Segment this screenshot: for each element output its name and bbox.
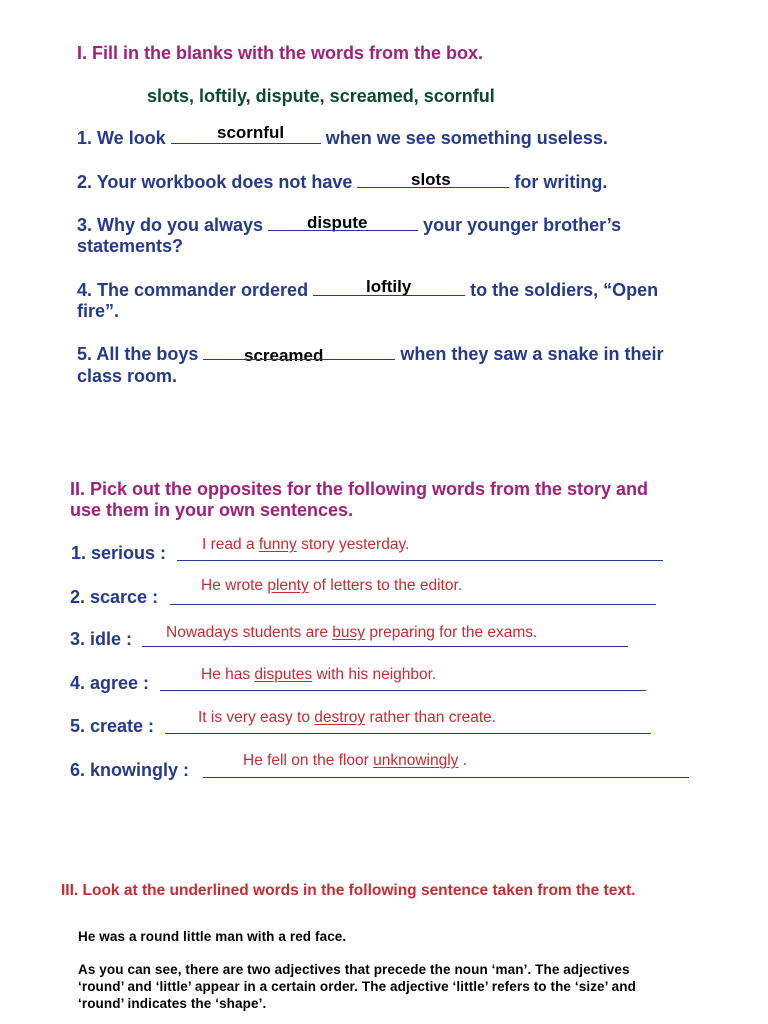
s2-answer-3 [166, 624, 537, 642]
q2-line [77, 172, 607, 193]
s2-line-1[interactable] [177, 560, 663, 561]
s2-pre-4: He has [201, 666, 255, 683]
s2-post-3: preparing for the exams. [365, 624, 538, 641]
s2-post-6: . [458, 752, 468, 769]
s2-line-5[interactable] [165, 733, 651, 734]
q1-answer: scornful [217, 123, 285, 142]
s2-label-2: 2. scarce : [70, 587, 159, 607]
s2-word-1: funny [258, 536, 297, 553]
q5-after: when they saw a snake in their [400, 344, 664, 364]
s2-label-4: 4. agree : [70, 673, 150, 693]
q3-after: your younger brother’s [423, 215, 622, 235]
s2-pre-1: I read a [202, 536, 259, 553]
s2-word-3: busy [332, 624, 366, 641]
q3-line2: statements? [77, 236, 184, 256]
s2-label-1: 1. serious : [71, 543, 167, 563]
q3-blank[interactable] [268, 229, 418, 231]
s2-pre-6: He fell on the floor [243, 752, 374, 769]
s2-pre-5: It is very easy to [198, 709, 315, 726]
s2-post-4: with his neighbor. [312, 666, 437, 683]
s2-pre-3: Nowadays students are [166, 624, 333, 641]
q2-answer: slots [411, 170, 451, 189]
q3-line [77, 215, 621, 236]
s2-post-2: of letters to the editor. [308, 577, 463, 594]
s2-word-5: destroy [314, 709, 366, 726]
s2-label-6: 6. knowingly : [70, 760, 190, 780]
q1-blank[interactable] [171, 142, 321, 144]
q5-line [77, 344, 663, 365]
section2-title-line2: use them in your own sentences. [70, 500, 354, 520]
q5-blank[interactable] [203, 358, 395, 360]
q1-after: when we see something useless. [325, 128, 608, 148]
s2-answer-4 [201, 666, 436, 684]
s2-word-6: unknowingly [373, 752, 459, 769]
q5-answer: screamed [244, 346, 324, 365]
section3-para-line1: As you can see, there are two adjectives that precede the noun ‘man’. The adjectives [78, 962, 630, 977]
s2-word-4: disputes [254, 666, 313, 683]
q5-line2: class room. [77, 366, 178, 386]
q1-before: 1. We look [77, 128, 166, 148]
q3-answer: dispute [307, 213, 368, 232]
s2-answer-1 [202, 536, 409, 554]
s2-answer-6 [243, 752, 467, 770]
s2-line-4[interactable] [160, 690, 646, 691]
s2-line-3[interactable] [142, 646, 628, 647]
q3-before: 3. Why do you always [77, 215, 264, 235]
q2-before: 2. Your workbook does not have [77, 172, 353, 192]
q4-blank[interactable] [313, 294, 465, 296]
s2-pre-2: He wrote [201, 577, 268, 594]
s2-post-5: rather than create. [365, 709, 497, 726]
q4-answer: loftily [366, 277, 412, 296]
s2-word-2: plenty [267, 577, 309, 594]
s2-label-3: 3. idle : [70, 629, 133, 649]
q2-after: for writing. [514, 172, 608, 192]
section1-title: I. Fill in the blanks with the words from the box. [77, 43, 484, 63]
q4-before: 4. The commander ordered [77, 280, 309, 300]
s2-line-2[interactable] [170, 604, 656, 605]
section3-sentence: He was a round little man with a red face. [78, 929, 347, 944]
q4-line2: fire”. [77, 301, 120, 321]
s2-answer-5 [198, 709, 496, 727]
section2-title-line1: II. Pick out the opposites for the following words from the story and [70, 479, 649, 499]
q2-blank[interactable] [357, 186, 509, 188]
q5-before: 5. All the boys [77, 344, 199, 364]
s2-label-5: 5. create : [70, 716, 155, 736]
section3-title: III. Look at the underlined words in the following sentence taken from the text. [61, 882, 636, 899]
section3-para-line2: ‘round’ and ‘little’ appear in a certain order. The adjective ‘little’ refers to the ‘size’ and [78, 979, 636, 994]
s2-line-6[interactable] [203, 777, 689, 778]
s2-answer-2 [201, 577, 462, 595]
q1-line [77, 128, 608, 149]
word-box: slots, loftily, dispute, screamed, scornful [147, 86, 495, 106]
section3-para-line3: ‘round’ indicates the ‘shape’. [78, 996, 267, 1011]
q4-after: to the soldiers, “Open [470, 280, 659, 300]
s2-post-1: story yesterday. [296, 536, 410, 553]
q4-line [77, 280, 658, 301]
